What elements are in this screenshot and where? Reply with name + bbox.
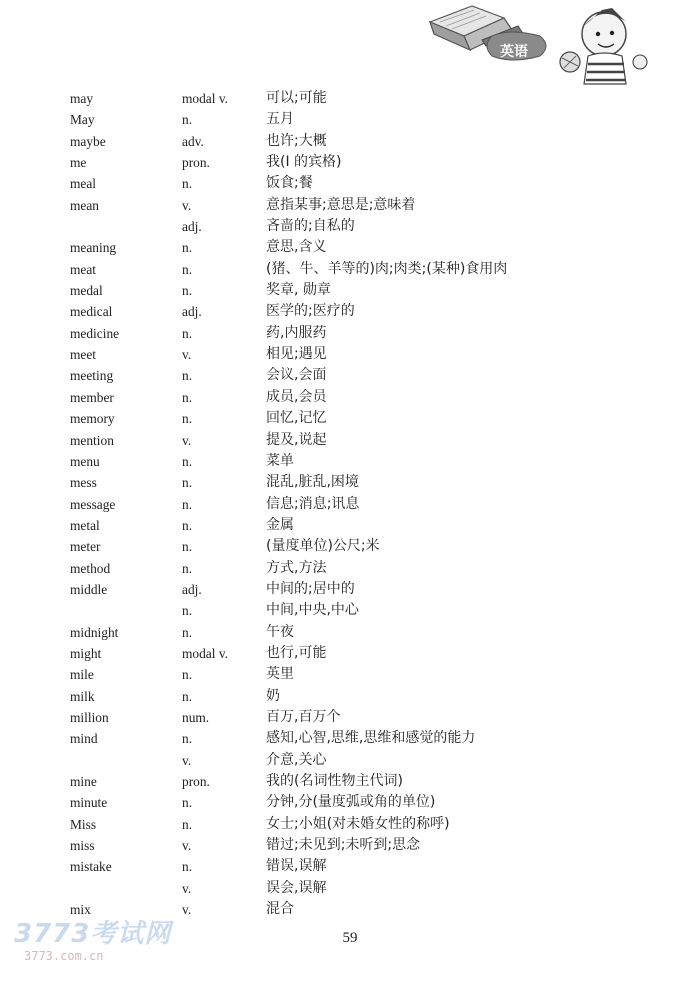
definition: 错过;未见到;未听到;思念 xyxy=(266,837,421,854)
definition: 中间的;居中的 xyxy=(266,580,355,597)
definition: 奶 xyxy=(266,687,280,704)
definition: 也行,可能 xyxy=(266,644,327,661)
vocab-word: meeting xyxy=(70,368,114,384)
definition: 金属 xyxy=(266,516,294,533)
definition: 感知,心智,思维,思维和感觉的能力 xyxy=(266,730,476,747)
definition: 方式,方法 xyxy=(266,559,327,576)
part-of-speech: n. xyxy=(182,688,193,704)
vocab-word: miss xyxy=(70,838,95,854)
definition: 女士;小姐(对未婚女性的称呼) xyxy=(266,815,450,832)
vocab-row xyxy=(70,814,630,835)
definition: 奖章, 勋章 xyxy=(266,282,331,299)
part-of-speech: n. xyxy=(182,475,193,491)
vocab-row xyxy=(70,558,630,579)
definition: 会议,会面 xyxy=(266,367,327,384)
vocab-row xyxy=(70,835,630,856)
part-of-speech: n. xyxy=(182,816,193,832)
part-of-speech: modal v. xyxy=(182,91,228,106)
part-of-speech: n. xyxy=(182,859,193,875)
part-of-speech: n. xyxy=(182,453,193,469)
watermark-logo xyxy=(14,919,184,975)
vocab-word: May xyxy=(70,112,95,128)
definition: 意指某事;意思是;意味着 xyxy=(266,196,416,213)
part-of-speech: n. xyxy=(182,603,193,619)
vocab-row xyxy=(70,515,630,536)
part-of-speech: adj. xyxy=(182,581,202,597)
header-illustration xyxy=(412,0,672,88)
part-of-speech: v. xyxy=(182,752,192,768)
part-of-speech: adj. xyxy=(182,304,202,320)
vocab-row xyxy=(70,686,630,707)
vocab-row xyxy=(70,472,630,493)
vocab-row xyxy=(70,259,630,280)
part-of-speech: pron. xyxy=(182,774,210,789)
part-of-speech: n. xyxy=(182,539,193,555)
vocab-row xyxy=(70,536,630,557)
definition: 成员,会员 xyxy=(266,388,327,405)
vocab-row xyxy=(70,664,630,685)
vocab-row xyxy=(70,878,630,899)
part-of-speech: n. xyxy=(182,112,193,128)
vocab-word: mistake xyxy=(70,859,112,875)
part-of-speech: n. xyxy=(182,325,193,341)
vocab-row xyxy=(70,494,630,515)
part-of-speech: n. xyxy=(182,517,193,533)
vocab-row xyxy=(70,323,630,344)
vocab-row xyxy=(70,408,630,429)
vocab-row xyxy=(70,899,630,920)
subject-badge: 英语 xyxy=(500,44,528,60)
vocab-row xyxy=(70,728,630,749)
vocab-word: medicine xyxy=(70,325,120,341)
vocab-row xyxy=(70,579,630,600)
definition: 五月 xyxy=(266,111,294,128)
vocab-word: meat xyxy=(70,261,97,277)
part-of-speech: pron. xyxy=(182,155,210,171)
vocab-word: mile xyxy=(70,667,94,683)
vocab-word: million xyxy=(70,709,109,725)
part-of-speech: n. xyxy=(182,261,193,277)
vocab-word: memory xyxy=(70,411,115,427)
vocab-word: me xyxy=(70,155,87,171)
definition: 信息;消息;讯息 xyxy=(266,495,360,512)
definition: 意思,含义 xyxy=(266,239,327,256)
vocab-word: mix xyxy=(70,902,91,918)
vocab-row xyxy=(70,280,630,301)
part-of-speech: v. xyxy=(182,347,192,363)
vocab-word: milk xyxy=(70,688,95,704)
definition: (猪、牛、羊等的)肉;肉类;(某种)食用肉 xyxy=(266,260,508,277)
definition: 相见;遇见 xyxy=(266,346,327,363)
definition: 错误,误解 xyxy=(266,858,327,875)
part-of-speech: n. xyxy=(182,560,193,576)
part-of-speech: n. xyxy=(182,667,193,683)
part-of-speech: adv. xyxy=(182,133,204,149)
vocab-row xyxy=(70,88,630,109)
page-number: 59 xyxy=(342,930,358,946)
part-of-speech: v. xyxy=(182,197,192,213)
vocab-row xyxy=(70,301,630,322)
book-and-boy-icon xyxy=(412,0,672,88)
part-of-speech: v. xyxy=(182,432,192,448)
definition: 医学的;医疗的 xyxy=(266,303,355,320)
vocab-word: midnight xyxy=(70,624,119,640)
definition: 饭食;餐 xyxy=(266,175,313,192)
vocab-row xyxy=(70,152,630,173)
vocab-row xyxy=(70,387,630,408)
definition: 混乱,脏乱,困境 xyxy=(266,474,359,491)
vocab-word: menu xyxy=(70,453,100,469)
vocab-word: meter xyxy=(70,539,101,555)
vocab-word: mine xyxy=(70,774,97,789)
vocab-word: mess xyxy=(70,475,97,491)
part-of-speech: n. xyxy=(182,624,193,640)
vocab-word: maybe xyxy=(70,133,106,149)
vocab-word: message xyxy=(70,496,116,512)
watermark-url: 3773.com.cn xyxy=(24,949,104,963)
vocab-row xyxy=(70,600,630,621)
definition: 介意,关心 xyxy=(266,751,327,768)
part-of-speech: n. xyxy=(182,176,193,192)
definition: (量度单位)公尺;米 xyxy=(266,538,380,555)
vocab-row xyxy=(70,430,630,451)
part-of-speech: n. xyxy=(182,496,193,512)
vocab-word: member xyxy=(70,389,114,405)
watermark-main-text: 3773考试网 xyxy=(14,919,172,949)
vocab-word: meet xyxy=(70,347,97,363)
vocab-row xyxy=(70,109,630,130)
vocab-row xyxy=(70,216,630,237)
vocab-word: middle xyxy=(70,581,108,597)
definition: 菜单 xyxy=(266,452,294,469)
part-of-speech: v. xyxy=(182,902,192,918)
definition: 药,内服药 xyxy=(266,324,327,341)
vocab-row xyxy=(70,365,630,386)
vocab-row xyxy=(70,856,630,877)
vocab-row xyxy=(70,344,630,365)
part-of-speech: v. xyxy=(182,880,192,896)
definition: 英里 xyxy=(266,666,294,683)
part-of-speech: n. xyxy=(182,368,193,384)
vocab-word: mention xyxy=(70,432,114,448)
vocab-word: medical xyxy=(70,304,113,320)
vocab-word: minute xyxy=(70,795,108,811)
definition: 也许;大概 xyxy=(266,132,327,149)
definition: 混合 xyxy=(266,901,294,918)
definition: 午夜 xyxy=(266,623,294,640)
definition: 中间,中央,中心 xyxy=(266,602,359,619)
vocab-row xyxy=(70,771,630,792)
part-of-speech: n. xyxy=(182,731,193,747)
part-of-speech: n. xyxy=(182,795,193,811)
vocab-word: meal xyxy=(70,176,97,192)
vocab-word: mind xyxy=(70,731,98,747)
vocab-word: meaning xyxy=(70,240,117,256)
definition: 分钟,分(量度弧或角的单位) xyxy=(266,794,436,811)
definition: 吝啬的;自私的 xyxy=(266,218,355,235)
vocab-word: may xyxy=(70,91,94,106)
vocab-row xyxy=(70,643,630,664)
part-of-speech: modal v. xyxy=(182,645,228,661)
part-of-speech: n. xyxy=(182,389,193,405)
vocab-row xyxy=(70,750,630,771)
part-of-speech: n. xyxy=(182,240,193,256)
vocab-row xyxy=(70,792,630,813)
definition: 回忆,记忆 xyxy=(266,410,327,427)
vocab-row xyxy=(70,707,630,728)
part-of-speech: adj. xyxy=(182,219,202,235)
vocab-word: metal xyxy=(70,517,100,533)
definition: 提及,说起 xyxy=(266,431,327,448)
vocab-row xyxy=(70,195,630,216)
vocab-word: might xyxy=(70,645,102,661)
vocab-row xyxy=(70,451,630,472)
vocab-word: medal xyxy=(70,283,103,299)
vocab-row xyxy=(70,237,630,258)
definition: 我(I 的宾格) xyxy=(266,154,342,171)
vocab-row xyxy=(70,131,630,152)
vocab-word: mean xyxy=(70,197,99,213)
part-of-speech: v. xyxy=(182,838,192,854)
vocabulary-list xyxy=(70,88,630,920)
definition: 可以;可能 xyxy=(266,90,327,106)
definition: 误会,误解 xyxy=(266,879,327,896)
vocab-word: method xyxy=(70,560,111,576)
part-of-speech: n. xyxy=(182,283,193,299)
vocab-row xyxy=(70,622,630,643)
definition: 百万,百万个 xyxy=(266,708,341,725)
part-of-speech: num. xyxy=(182,709,210,725)
vocab-row xyxy=(70,173,630,194)
definition: 我的(名词性物主代词) xyxy=(266,773,403,789)
part-of-speech: n. xyxy=(182,411,193,427)
vocab-word: Miss xyxy=(70,816,97,832)
